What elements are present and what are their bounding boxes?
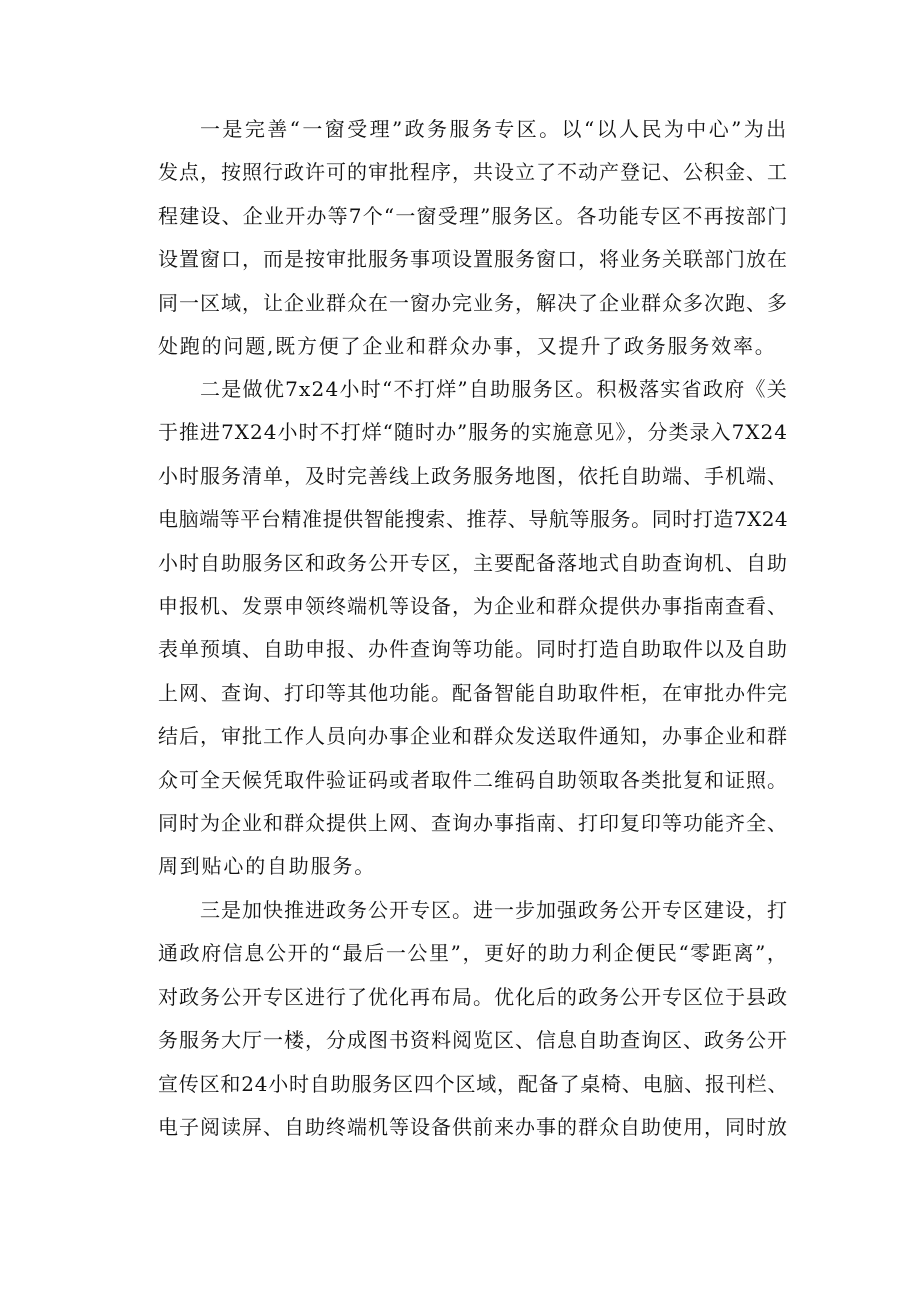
text-line: 通政府信息公开的“最后一公里”，更好的助力利企便民“零距离”，: [158, 941, 789, 966]
text-line: 程建设、企业开办等7个“一窗受理”服务区。各功能专区不再按部门: [158, 203, 789, 228]
paragraph-government-affairs: [158, 889, 788, 1149]
paragraph-self-service: [158, 368, 788, 889]
text-line: 同时为企业和群众提供上网、查询办事指南、打印复印等功能齐全、: [158, 810, 788, 835]
text-line: 电子阅读屏、自助终端机等设备供前来办事的群众自助使用，同时放: [158, 1114, 788, 1139]
text-line: 处跑的问题,既方便了企业和群众办事，又提升了政务服务效率。: [158, 333, 777, 358]
paragraph-window-service: [158, 108, 788, 368]
text-line: 发点，按照行政许可的审批程序，共设立了不动产登记、公积金、工: [158, 160, 788, 185]
text-line: 表单预填、自助申报、办件查询等功能。同时打造自助取件以及自助: [158, 637, 788, 662]
text-line: 二是做优7x24小时“不打烊”自助服务区。积极落实省政府《关: [200, 377, 788, 401]
text-line: 结后，审批工作人员向办事企业和群众发送取件通知，办事企业和群: [158, 724, 788, 749]
text-line: 设置窗口，而是按审批服务事项设置服务窗口，将业务关联部门放在: [158, 247, 788, 272]
text-line: 对政务公开专区进行了优化再布局。优化后的政务公开专区位于县政: [158, 984, 788, 1009]
text-line: 上网、查询、打印等其他功能。配备智能自助取件柜，在审批办件完: [158, 680, 788, 705]
text-line: 小时服务清单，及时完善线上政务服务地图，依托自助端、手机端、: [158, 463, 788, 488]
text-line: 众可全天候凭取件验证码或者取件二维码自助领取各类批复和证照。: [158, 767, 788, 792]
text-line: 小时自助服务区和政务公开专区，主要配备落地式自助查询机、自助: [158, 550, 788, 575]
text-line: 三是加快推进政务公开专区。进一步加强政务公开专区建设，打: [200, 898, 788, 922]
text-line: 于推进7X24小时不打烊“随时办”服务的实施意见》，分类录入7X24: [158, 420, 788, 445]
text-line: 电脑端等平台精准提供智能搜索、推荐、导航等服务。同时打造7X24: [158, 507, 788, 532]
text-line: 同一区域，让企业群众在一窗办完业务，解决了企业群众多次跑、多: [158, 290, 788, 315]
text-line: 务服务大厅一楼，分成图书资料阅览区、信息自助查询区、政务公开: [158, 1028, 788, 1053]
text-line: 申报机、发票申领终端机等设备，为企业和群众提供办事指南查看、: [158, 593, 788, 618]
text-line: 周到贴心的自助服务。: [158, 854, 376, 879]
text-line: 一是完善“一窗受理”政务服务专区。以“以人民为中心”为出: [200, 117, 788, 141]
text-line: 宣传区和24小时自助服务区四个区域，配备了桌椅、电脑、报刊栏、: [158, 1071, 789, 1096]
